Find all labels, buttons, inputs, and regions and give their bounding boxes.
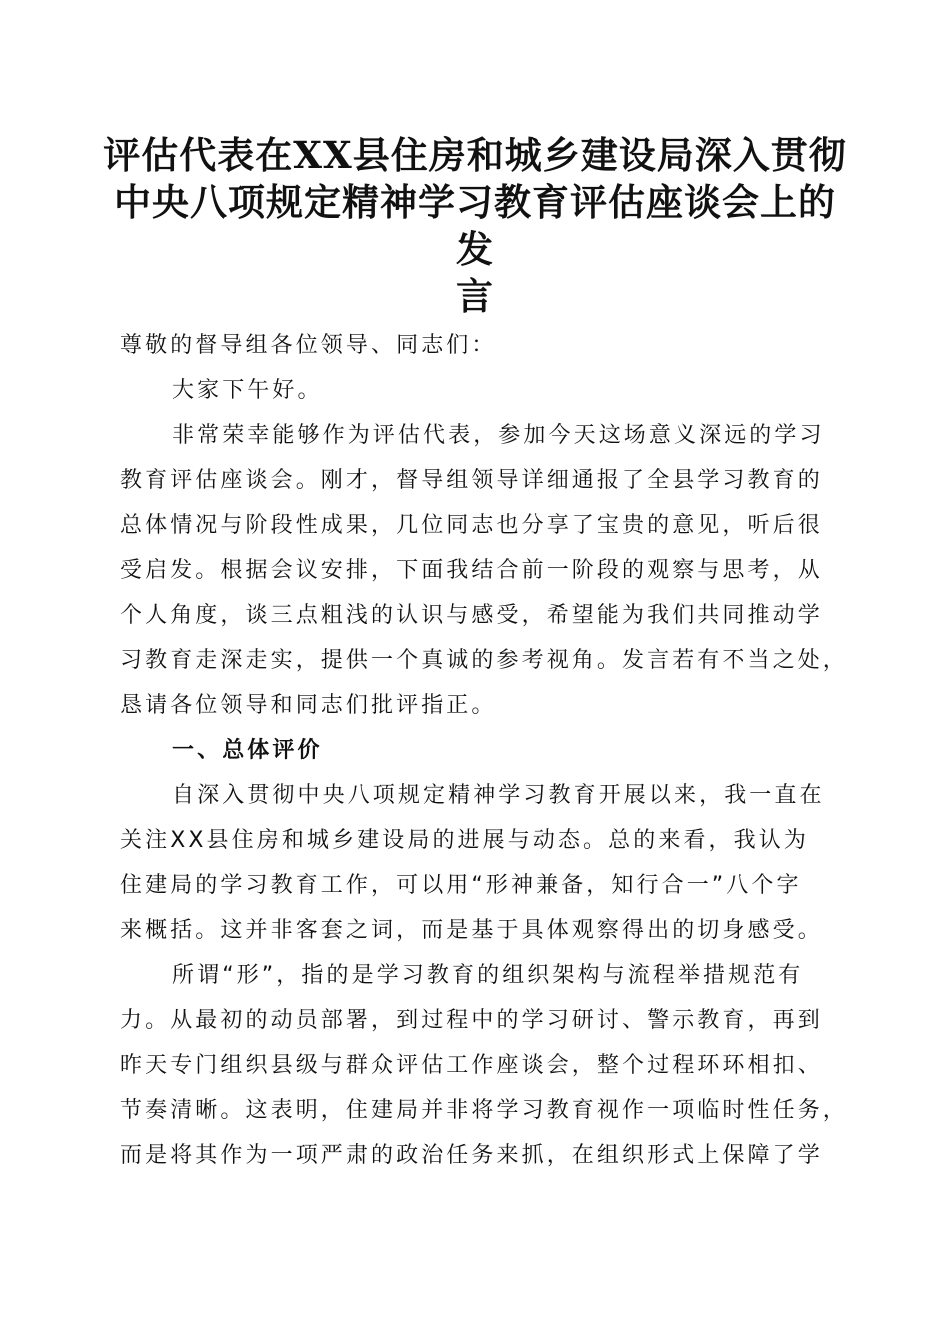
paragraph-line: 恳请各位领导和同志们批评指正。 — [120, 693, 497, 718]
paragraph-line: 力。从最初的动员部署，到过程中的学习研讨、警示教育，再到 — [120, 1008, 823, 1033]
paragraph-line: 节奏清晰。这表明，住建局并非将学习教育视作一项临时性任务， — [120, 1098, 848, 1123]
title-line: 评估代表在XX县住房和城乡建设局深入贯彻 — [103, 133, 847, 177]
paragraph-overall — [120, 773, 830, 953]
title-line: 言 — [456, 274, 494, 318]
paragraph-line: 所谓“形”，指的是学习教育的组织架构与流程举措规范有 — [172, 963, 804, 988]
paragraph-line: 住建局的学习教育工作，可以用“形神兼备，知行合一”八个字 — [120, 873, 802, 898]
paragraph-line: 受启发。根据会议安排，下面我结合前一阶段的观察与思考，从 — [120, 558, 823, 583]
paragraph-line: 自深入贯彻中央八项规定精神学习教育开展以来，我一直在 — [172, 783, 825, 808]
paragraph-line: 教育评估座谈会。刚才，督导组领导详细通报了全县学习教育的 — [120, 468, 823, 493]
document-body — [120, 323, 848, 1178]
salutation: 尊敬的督导组各位领导、同志们： — [120, 333, 497, 358]
paragraph-line: 个人角度，谈三点粗浅的认识与感受，希望能为我们共同推动学 — [120, 603, 823, 628]
section-heading: 一、总体评价 — [172, 738, 323, 763]
paragraph-line: 总体情况与阶段性成果，几位同志也分享了宝贵的意见，听后很 — [120, 513, 823, 538]
title-line: 中央八项规定精神学习教育评估座谈会上的发 — [114, 180, 836, 271]
paragraph-line: 昨天专门组织县级与群众评估工作座谈会，整个过程环环相扣、 — [120, 1053, 823, 1078]
paragraph-intro — [120, 413, 848, 728]
paragraph-line: 习教育走深走实，提供一个真诚的参考视角。发言若有不当之处， — [120, 648, 848, 673]
paragraph-form — [120, 953, 848, 1178]
paragraph-line: 来概括。这并非客套之词，而是基于具体观察得出的切身感受。 — [120, 918, 823, 943]
paragraph-line: 而是将其作为一项严肃的政治任务来抓，在组织形式上保障了学 — [120, 1143, 823, 1168]
paragraph-line: 非常荣幸能够作为评估代表，参加今天这场意义深远的学习 — [172, 423, 825, 448]
document-title — [100, 132, 850, 320]
greeting: 大家下午好。 — [172, 378, 323, 403]
paragraph-line: 关注XX县住房和城乡建设局的进展与动态。总的来看，我认为 — [120, 828, 809, 853]
